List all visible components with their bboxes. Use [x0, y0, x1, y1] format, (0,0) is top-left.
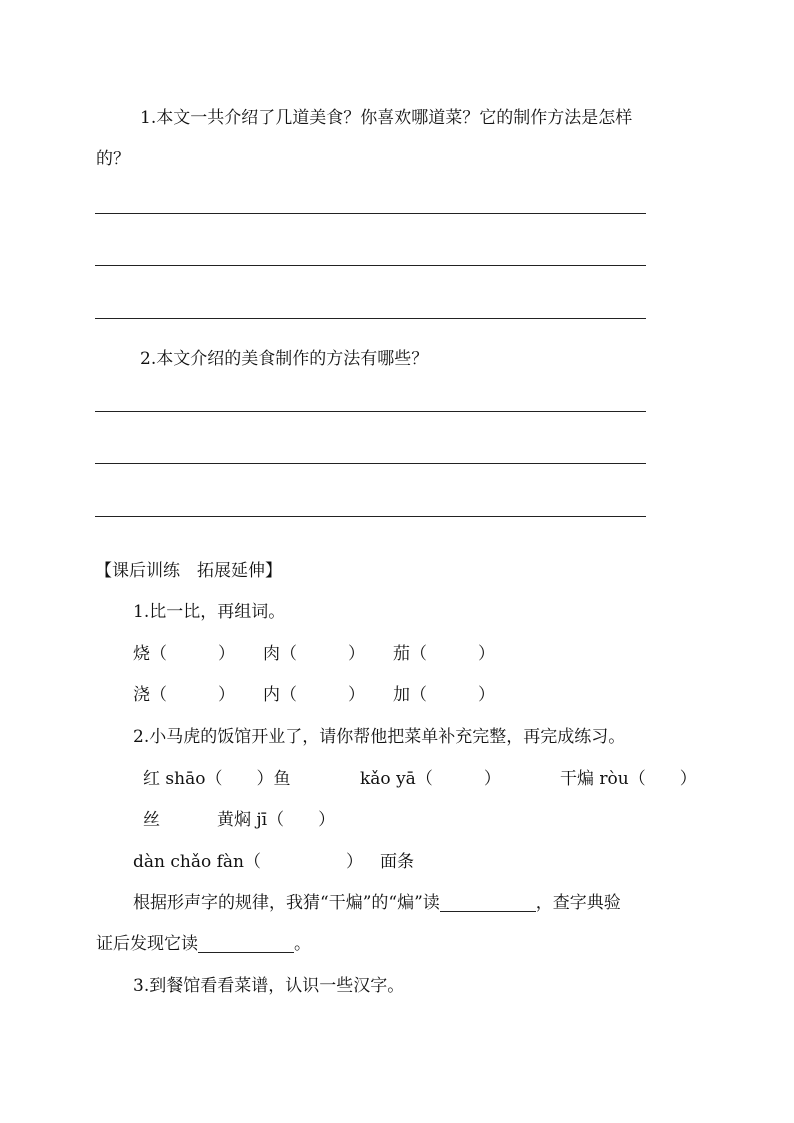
menu-item[interactable]: kǎo yā（ ）	[360, 769, 501, 789]
guess-blank[interactable]	[440, 893, 536, 912]
guess-text-tail: ，查字典验	[535, 893, 621, 913]
guess-text: 根据形声字的规律，我猜“干煸”的“煸”读	[133, 893, 440, 913]
compare-item[interactable]: 烧（ ）	[133, 644, 235, 664]
pronunciation-verify-line	[96, 933, 311, 955]
verify-blank[interactable]	[198, 934, 294, 953]
exercise-2-title: 2.小马虎的饭馆开业了，请你帮他把菜单补充完整，再完成练习。	[133, 727, 626, 747]
compare-item[interactable]: 浇（ ）	[133, 685, 235, 705]
verify-text: 证后发现它读	[96, 934, 198, 954]
answer-line[interactable]	[95, 265, 646, 266]
compare-item[interactable]: 茄（ ）	[393, 644, 495, 664]
compare-item[interactable]: 加（ ）	[393, 685, 495, 705]
menu-item: 丝	[143, 810, 160, 830]
question-2: 2.本文介绍的美食制作的方法有哪些？	[140, 349, 429, 369]
section-title: 【课后训练 拓展延伸】	[95, 561, 282, 581]
answer-line[interactable]	[95, 213, 646, 214]
question-1-line2: 的？	[96, 149, 130, 169]
menu-item[interactable]: dàn chǎo fàn（ ）	[133, 852, 363, 872]
answer-line[interactable]	[95, 318, 646, 319]
exercise-3-title: 3.到餐馆看看菜谱，认识一些汉字。	[133, 976, 405, 996]
answer-line[interactable]	[95, 411, 646, 412]
answer-line[interactable]	[95, 516, 646, 517]
compare-item[interactable]: 内（ ）	[263, 685, 365, 705]
verify-text-tail: 。	[294, 934, 311, 954]
menu-item[interactable]: 红 shāo（ ）鱼	[143, 769, 291, 789]
menu-item[interactable]: 黄焖 jī（ ）	[217, 810, 336, 830]
menu-item[interactable]: 干煸 ròu（ ）	[560, 769, 697, 789]
question-1-line1: 1.本文一共介绍了几道美食？你喜欢哪道菜？它的制作方法是怎样	[140, 108, 633, 128]
exercise-1-title: 1.比一比，再组词。	[133, 602, 286, 622]
compare-item[interactable]: 肉（ ）	[263, 644, 365, 664]
answer-line[interactable]	[95, 463, 646, 464]
pronunciation-guess-line	[133, 892, 621, 914]
menu-item: 面条	[380, 852, 414, 872]
